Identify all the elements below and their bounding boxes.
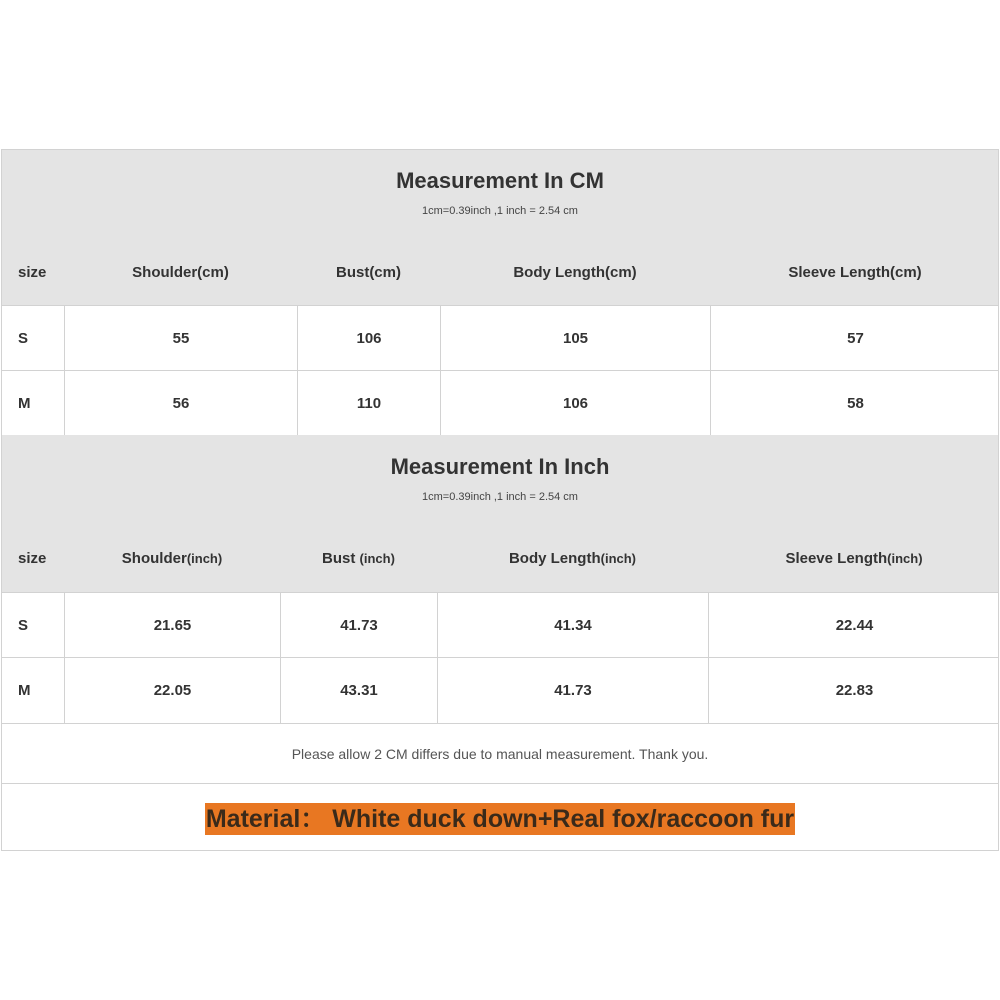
cm-cell-size: S: [18, 329, 29, 347]
cm-header-body-length: Body Length(cm): [513, 264, 637, 281]
inch-header-size: size: [18, 550, 47, 567]
inch-header-body-length: Body Length (inch): [508, 550, 637, 567]
inch-subtitle: 1cm=0.39inch ,1 inch = 2.54 cm: [422, 491, 578, 503]
cm-row-s: [2, 305, 998, 370]
cm-row-m: [2, 370, 998, 435]
inch-cell-size: M: [18, 682, 31, 699]
cm-cell-shoulder: 55: [64, 306, 297, 370]
cm-header-sleeve-length: Sleeve Length(cm): [788, 264, 922, 281]
cm-header-bust: Bust(cm): [335, 264, 401, 281]
inch-cell-size: S: [18, 616, 29, 634]
cm-subtitle: 1cm=0.39inch ,1 inch = 2.54 cm: [422, 205, 578, 217]
inch-title-band: [2, 435, 998, 525]
inch-title: Measurement In Inch: [390, 454, 610, 479]
inch-cell-body-length: 41.34: [437, 593, 708, 657]
cm-cell-size: M: [18, 394, 31, 412]
inch-header-row: [2, 525, 998, 592]
size-chart: [1, 149, 999, 851]
cm-cell-body-length: 105: [440, 306, 710, 370]
cm-cell-body-length: 106: [440, 371, 710, 435]
cm-title-band: [2, 150, 998, 240]
cm-cell-sleeve-length: 57: [710, 306, 1000, 370]
inch-cell-shoulder: 22.05: [64, 658, 280, 723]
inch-cell-sleeve-length: 22.44: [708, 593, 1000, 657]
cm-title: Measurement In CM: [396, 168, 604, 193]
measurement-note: Please allow 2 CM differs due to manual measurement. Thank you.: [2, 723, 998, 784]
inch-cell-body-length: 41.73: [437, 658, 708, 723]
inch-cell-bust: 41.73: [280, 593, 437, 657]
cm-header-size: size: [18, 264, 47, 281]
material-label: Material： White duck down+Real fox/raccoon fur: [205, 804, 795, 833]
inch-cell-shoulder: 21.65: [64, 593, 280, 657]
cm-cell-shoulder: 56: [64, 371, 297, 435]
inch-header-sleeve-length: Sleeve Length (inch): [785, 550, 923, 567]
cm-cell-bust: 106: [297, 306, 440, 370]
inch-row-m: [2, 657, 998, 723]
inch-cell-bust: 43.31: [280, 658, 437, 723]
cm-cell-sleeve-length: 58: [710, 371, 1000, 435]
material-row: [2, 783, 998, 853]
cm-header-shoulder: Shoulder(cm): [132, 264, 229, 281]
inch-row-s: [2, 592, 998, 657]
inch-header-shoulder: Shoulder (inch): [121, 550, 223, 567]
inch-cell-sleeve-length: 22.83: [708, 658, 1000, 723]
inch-header-bust: Bust (inch): [322, 550, 395, 567]
cm-cell-bust: 110: [297, 371, 440, 435]
cm-header-row: [2, 240, 998, 305]
